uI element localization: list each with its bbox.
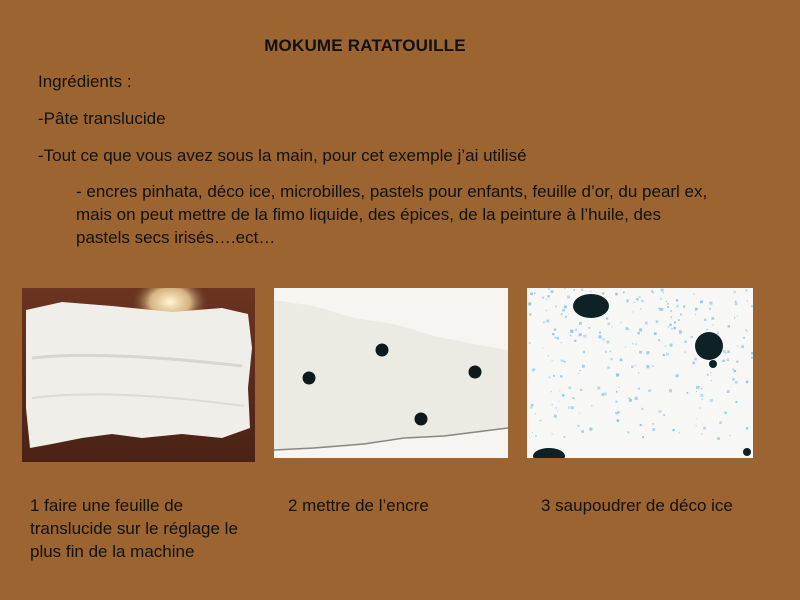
step-3-photo bbox=[527, 288, 753, 458]
step-1-caption: 1 faire une feuille de translucide sur le réglage le plus fin de la machine bbox=[30, 496, 238, 561]
ingredient-item: -Tout ce que vous avez sous la main, pour cet exemple j’ai utilisé bbox=[38, 146, 527, 165]
step-2-photo bbox=[274, 288, 508, 458]
step-2-caption: 2 mettre de l’encre bbox=[288, 496, 429, 515]
ingredient-item: -Pâte translucide bbox=[38, 109, 166, 128]
slide-title: MOKUME RATATOUILLE bbox=[264, 36, 466, 55]
step-1-photo bbox=[22, 288, 255, 462]
ingredient-sub-item: - encres pinhata, déco ice, microbilles, pastels pour enfants, feuille d’or, du pearl ex, mais on peut mettre de la fimo liquide, des épices, de la peinture à l’huile, des pastels secs irisés….ect… bbox=[76, 182, 708, 247]
step-3-caption: 3 saupoudrer de déco ice bbox=[541, 496, 733, 515]
ingredients-heading: Ingrédients : bbox=[38, 72, 132, 91]
